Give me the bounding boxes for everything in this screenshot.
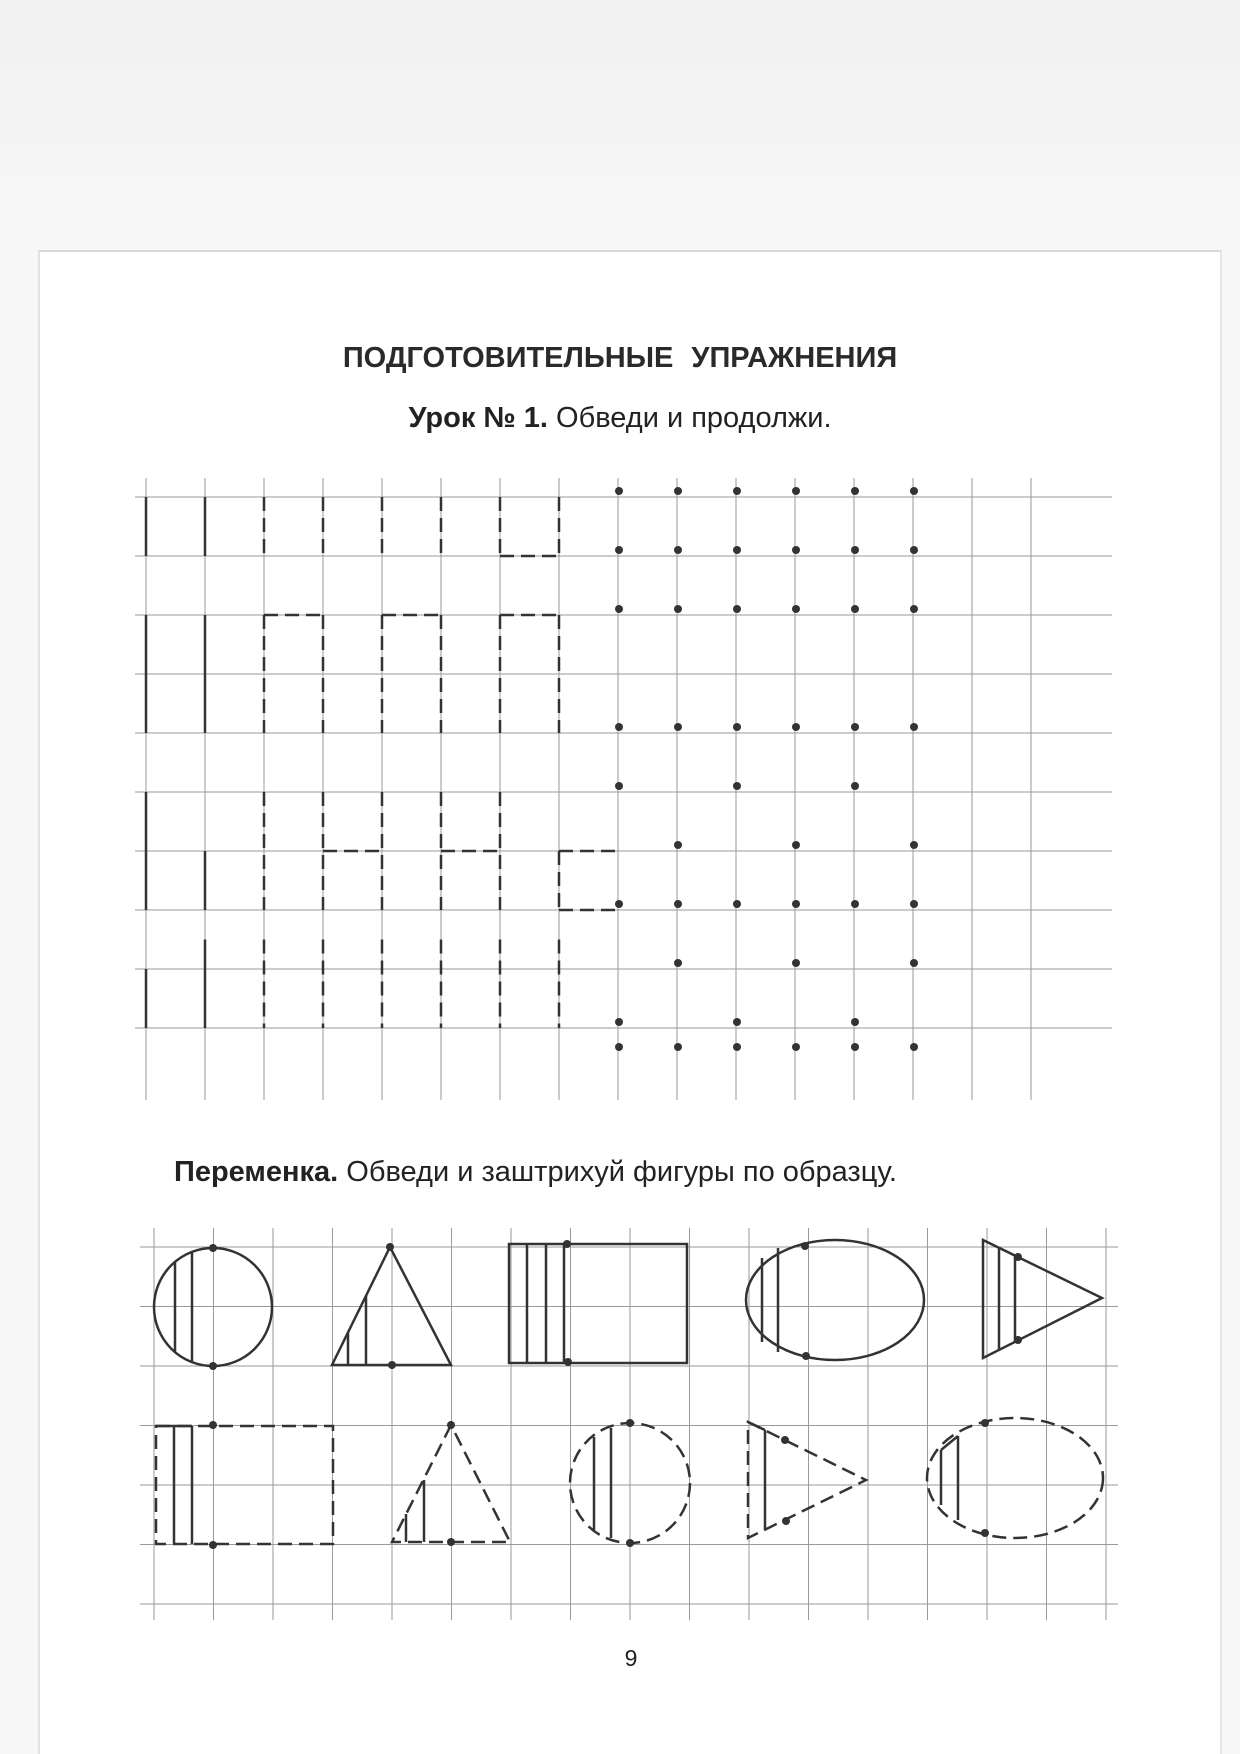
guide-dot <box>851 723 859 731</box>
sample-right-triangle <box>983 1240 1102 1358</box>
guide-dot <box>733 1043 741 1051</box>
guide-dot <box>910 959 918 967</box>
guide-dot <box>674 841 682 849</box>
break-instruction: Обведи и заштрихуй фигуры по образцу. <box>346 1156 897 1188</box>
guide-dot <box>851 546 859 554</box>
guide-dot <box>674 900 682 908</box>
lesson-grid <box>135 478 1112 1100</box>
guide-dot <box>792 487 800 495</box>
guide-dot <box>733 900 741 908</box>
guide-dot <box>615 605 623 613</box>
lesson-label: Урок № 1. <box>408 402 548 434</box>
guide-dot <box>851 487 859 495</box>
guide-dot <box>733 723 741 731</box>
page-title: ПОДГОТОВИТЕЛЬНЫЕ УПРАЖНЕНИЯ <box>342 342 898 374</box>
guide-dot <box>851 900 859 908</box>
guide-dot <box>910 900 918 908</box>
practice-right-triangle <box>748 1422 866 1538</box>
guide-dot <box>851 605 859 613</box>
guide-dot <box>733 782 741 790</box>
guide-dot <box>674 487 682 495</box>
guide-dot <box>615 1043 623 1051</box>
guide-dot <box>674 1043 682 1051</box>
guide-dot <box>615 546 623 554</box>
guide-dot <box>910 1043 918 1051</box>
practice-ellipse <box>927 1418 1103 1538</box>
guide-dot <box>674 959 682 967</box>
guide-dot <box>733 605 741 613</box>
sample-figures-row <box>154 1240 1102 1370</box>
guide-dot <box>910 546 918 554</box>
guide-dot <box>792 723 800 731</box>
break-heading <box>174 1156 897 1189</box>
guide-dot <box>910 841 918 849</box>
guide-dot <box>792 1043 800 1051</box>
guide-dot <box>733 546 741 554</box>
sample-ellipse <box>746 1240 924 1360</box>
guide-dot <box>792 959 800 967</box>
guide-dot <box>615 900 623 908</box>
guide-dot <box>615 1018 623 1026</box>
lesson-stroke-patterns <box>146 487 918 1051</box>
guide-dot <box>674 605 682 613</box>
guide-dot <box>851 1018 859 1026</box>
guide-dot <box>792 841 800 849</box>
guide-dot <box>910 487 918 495</box>
guide-dot <box>733 1018 741 1026</box>
guide-dot <box>615 723 623 731</box>
lesson-instruction: Обведи и продолжи. <box>556 402 832 434</box>
guide-dot <box>792 546 800 554</box>
guide-dot <box>851 782 859 790</box>
guide-dot <box>792 605 800 613</box>
break-label: Переменка. <box>174 1156 339 1188</box>
guide-dot <box>615 782 623 790</box>
guide-dot <box>910 723 918 731</box>
page-number: 9 <box>624 1645 638 1671</box>
guide-dot <box>910 605 918 613</box>
guide-dot <box>733 487 741 495</box>
guide-dot <box>674 546 682 554</box>
guide-dot <box>674 723 682 731</box>
guide-dot <box>792 900 800 908</box>
sample-rectangle <box>509 1240 687 1366</box>
guide-dot <box>851 1043 859 1051</box>
guide-dot <box>615 487 623 495</box>
